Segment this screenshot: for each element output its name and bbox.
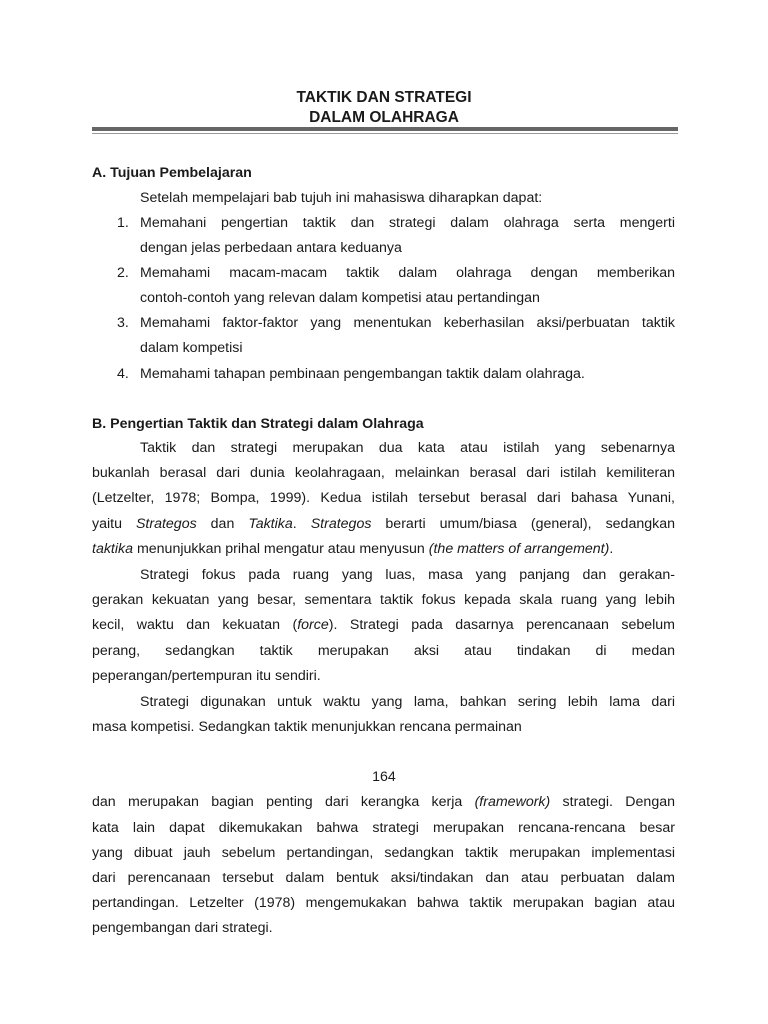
text-run: yaitu bbox=[92, 516, 136, 532]
text-run: berarti umum/biasa (general), sedangkan bbox=[371, 516, 675, 532]
list-item-line: Memahami macam-macam taktik dalam olahraga dengan memberikan bbox=[140, 265, 675, 281]
text-run: menunjukkan prihal mengatur atau menyusun bbox=[133, 541, 429, 557]
section-a-heading: A. Tujuan Pembelajaran bbox=[92, 165, 252, 181]
paragraph-line: kata lain dapat dikemukakan bahwa strategi merupakan rencana-rencana besar bbox=[92, 820, 675, 836]
paragraph-line: Strategi fokus pada ruang yang luas, masa yang panjang dan gerakan- bbox=[140, 567, 675, 583]
paragraph-line: perang, sedangkan taktik merupakan aksi atau tindakan di medan bbox=[92, 643, 675, 659]
italic-term: Strategos bbox=[135, 516, 197, 532]
page-number: 164 bbox=[372, 769, 396, 785]
chapter-title-line-1: TAKTIK DAN STRATEGI bbox=[296, 89, 472, 106]
list-number: 2. bbox=[117, 265, 129, 281]
text-run: . bbox=[609, 541, 614, 557]
list-item-line: dalam kompetisi bbox=[140, 340, 243, 356]
paragraph-line: bukanlah berasal dari dunia keolahragaan, melainkan berasal dari istilah kemiliteran bbox=[92, 465, 675, 481]
paragraph-line: (Letzelter, 1978; Bompa, 1999). Kedua istilah tersebut berasal dari bahasa Yunani, bbox=[92, 490, 675, 506]
text-run: dan bbox=[196, 516, 249, 532]
paragraph-line bbox=[92, 615, 675, 635]
list-item-line: contoh-contoh yang relevan dalam kompetisi atau pertandingan bbox=[140, 290, 540, 306]
paragraph-line bbox=[92, 792, 675, 812]
title-rule-thin bbox=[92, 133, 678, 134]
list-number: 3. bbox=[117, 315, 129, 331]
list-item-line: Memahami faktor-faktor yang menentukan keberhasilan aksi/perbuatan taktik bbox=[140, 315, 675, 331]
section-b-heading: B. Pengertian Taktik dan Strategi dalam Olahraga bbox=[92, 416, 424, 432]
paragraph-line: dari perencanaan tersebut dalam bentuk aksi/tindakan dan atau perbuatan dalam bbox=[92, 870, 675, 886]
paragraph-line: pertandingan. Letzelter (1978) mengemukakan bahwa taktik merupakan bagian atau bbox=[92, 895, 675, 911]
paragraph-line: gerakan kekuatan yang besar, sementara taktik fokus kepada skala ruang yang lebih bbox=[92, 592, 675, 608]
title-rule-thick bbox=[92, 127, 678, 131]
paragraph-line: yang dibuat jauh sebelum pertandingan, sedangkan taktik merupakan implementasi bbox=[92, 845, 675, 861]
italic-term: Strategos bbox=[310, 516, 372, 532]
paragraph-line: Strategi digunakan untuk waktu yang lama, bahkan sering lebih lama dari bbox=[140, 694, 675, 710]
chapter-title-line-2: DALAM OLAHRAGA bbox=[309, 109, 459, 126]
italic-term: (the matters of arrangement) bbox=[428, 541, 610, 557]
list-number: 1. bbox=[117, 215, 129, 231]
list-item-line: Memahani pengertian taktik dan strategi dalam olahraga serta mengerti bbox=[140, 215, 675, 231]
italic-term: Taktika bbox=[248, 516, 293, 532]
paragraph-line: pengembangan dari strategi. bbox=[92, 920, 273, 936]
list-number: 4. bbox=[117, 366, 129, 382]
italic-term: (framework) bbox=[474, 794, 551, 810]
list-item-line: dengan jelas perbedaan antara keduanya bbox=[140, 240, 402, 256]
italic-term: force bbox=[297, 617, 329, 633]
text-run: strategi. Dengan bbox=[550, 794, 675, 810]
list-item-line: Memahami tahapan pembinaan pengembangan taktik dalam olahraga. bbox=[140, 366, 585, 382]
paragraph-line: peperangan/pertempuran itu sendiri. bbox=[92, 668, 321, 684]
paragraph-line bbox=[92, 539, 613, 559]
paragraph-line: masa kompetisi. Sedangkan taktik menunjukkan rencana permainan bbox=[92, 719, 522, 735]
text-run: kecil, waktu dan kekuatan ( bbox=[92, 617, 298, 633]
text-run: . bbox=[292, 516, 311, 532]
italic-term: taktika bbox=[92, 541, 134, 557]
text-run: dan merupakan bagian penting dari kerangka kerja bbox=[92, 794, 475, 810]
paragraph-line: Taktik dan strategi merupakan dua kata atau istilah yang sebenarnya bbox=[140, 440, 675, 456]
paragraph-line bbox=[92, 514, 675, 534]
text-run: ). Strategi pada dasarnya perencanaan sebelum bbox=[328, 617, 675, 633]
section-a-intro: Setelah mempelajari bab tujuh ini mahasiswa diharapkan dapat: bbox=[140, 190, 543, 206]
